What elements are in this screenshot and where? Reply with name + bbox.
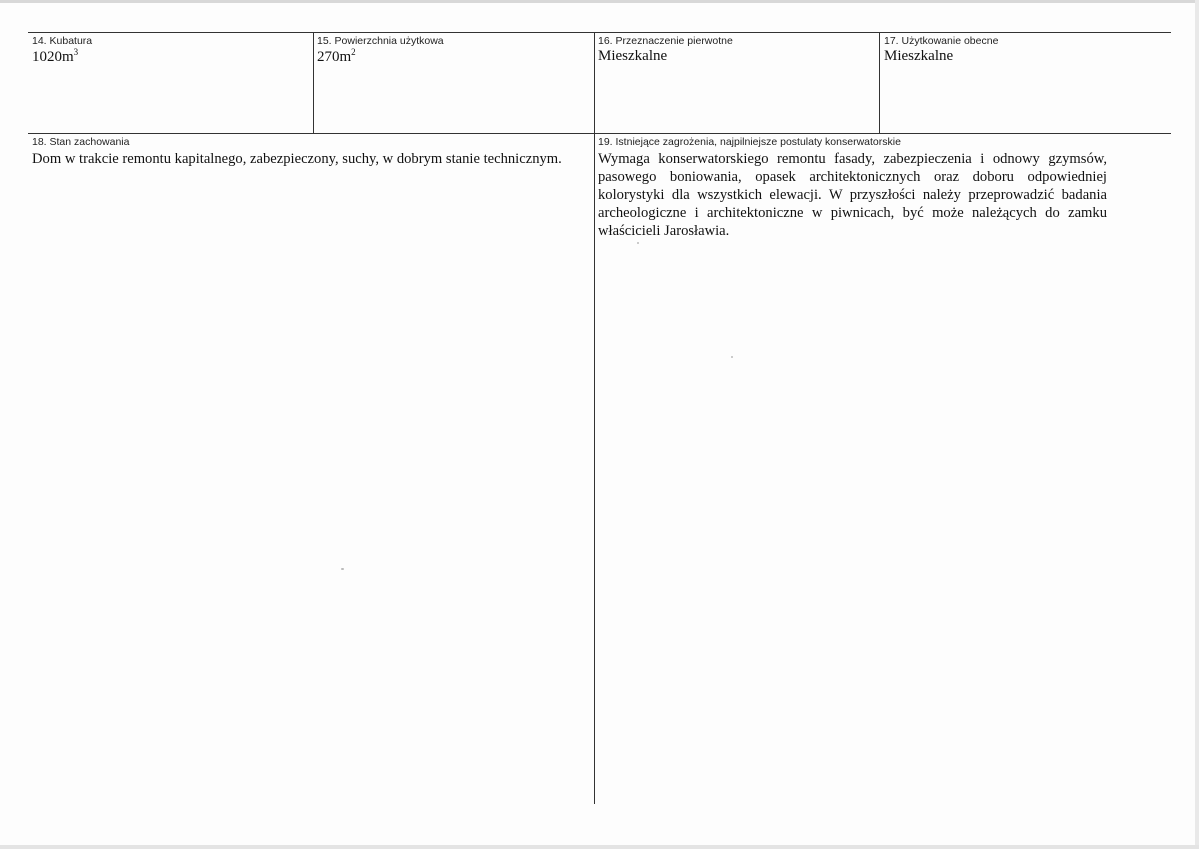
scan-speck	[341, 568, 344, 570]
przeznaczenie-value: Mieszkalne	[598, 48, 668, 64]
kubatura-value: $1020m^3$	[32, 47, 79, 65]
powierzchnia-exponent: 2	[351, 47, 356, 57]
scan-edge-top	[0, 0, 1199, 3]
stan-text: Dom w trakcie remontu kapitalnego, zabezpieczony, suchy, w dobrym stanie technicznym.	[32, 151, 562, 167]
zagrozenia-text: Wymaga konserwatorskiego remontu fasady, zabezpieczenia i odnowy gzymsów, pasowego boniowania, opasek architektonicznych oraz doboru odpowiedniej kolorystyki dla wszystkich elewacji. W przyszłości należy przeprowadzić badania archeologiczne i architektoniczne w piwnicach, być może należących do zamku właścicieli Jarosławia.	[598, 151, 1107, 240]
scan-speck	[731, 356, 733, 358]
scan-edge-right	[1195, 0, 1199, 849]
divider-col-2	[594, 32, 595, 804]
divider-col-1	[313, 32, 314, 133]
kubatura-exponent: 3	[73, 47, 79, 57]
uzytkowanie-value: Mieszkalne	[884, 48, 954, 64]
powierzchnia-value: $270m^2$	[317, 47, 356, 65]
table-middle-border	[28, 133, 1171, 134]
scan-speck	[637, 242, 639, 244]
divider-col-3	[879, 32, 880, 133]
stan-label: 18. Stan zachowania	[32, 136, 130, 148]
przeznaczenie-label: 16. Przeznaczenie pierwotne	[598, 35, 733, 47]
table-top-border	[28, 32, 1171, 33]
uzytkowanie-label: 17. Użytkowanie obecne	[884, 35, 999, 47]
powierzchnia-label: 15. Powierzchnia użytkowa	[317, 35, 444, 47]
scan-edge-bottom	[0, 845, 1199, 849]
zagrozenia-label: 19. Istniejące zagrożenia, najpilniejsze postulaty konserwatorskie	[598, 136, 901, 148]
kubatura-label: 14. Kubatura	[32, 35, 93, 47]
